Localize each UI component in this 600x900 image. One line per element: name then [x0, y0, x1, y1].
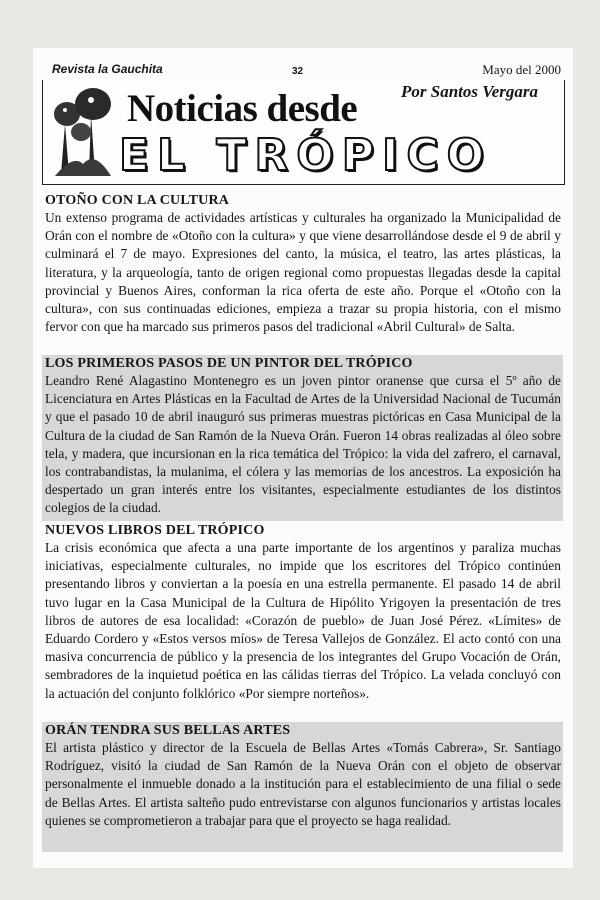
article-heading: LOS PRIMEROS PASOS DE UN PINTOR DEL TRÓPICO [45, 356, 413, 371]
article-body: Leandro René Alagastino Montenegro es un joven pintor oranense que cursa el 5º año de Licenciatura en Artes Plásticas en la Facultad de Artes de la Universidad Nacional de Tucumán y que el pasado 10 de abril inauguró sus primeras muestras pictóricas en Casa Municipal de la Cultura de la ciudad de San Ramón de la Nueva Orán. Fueron 14 obras realizadas al óleo sobre tela, y madera, que incursionan en la rica temática del Trópico: la vida del zafrero, el carnaval, los contrabandistas, la mulanima, el cólera y las memorias de los ancestros. La exposición ha despertado un gran interés entre los visitantes, especialmente estudiantes de los distintos colegios de la ciudad. [45, 373, 561, 516]
column-title-top: Noticias desde [127, 87, 358, 130]
column-title-main: EL TRÓPICO [119, 130, 493, 181]
page-number: 32 [292, 66, 304, 77]
article-libros [42, 522, 563, 703]
column-banner [42, 80, 565, 185]
issue-date: Mayo del 2000 [482, 62, 561, 77]
magazine-name: Revista la Gauchita [52, 62, 163, 76]
article-heading: OTOÑO CON LA CULTURA [45, 193, 230, 208]
article-body: El artista plástico y director de la Escuela de Bellas Artes «Tomás Cabrera», Sr. Santiago Rodríguez, visitó la ciudad de San Ramón de la Nueva Orán con el objeto de observar personalmente el inmueble donado a la institución para el establecimiento de una filial o sede de Bellas Artes. El artista salteño pudo entrevistarse con algunos funcionarios y artistas locales quienes se comprometieron a trabajar para que el proyecto se haga realidad. [45, 740, 561, 828]
article-bellas-artes [42, 722, 563, 852]
tropical-tree-logo-icon [53, 84, 113, 178]
article-heading: NUEVOS LIBROS DEL TRÓPICO [45, 523, 265, 538]
article-body: La crisis económica que afecta a una parte importante de los argentinos y paraliza muchas iniciativas, especialmente culturales, no impide que los escritores del Trópico continúen presentando libros y conviertan a la poesía en una estrella permanente. El pasado 14 de abril tuvo lugar en la Casa Municipal de la Cultura de Hipólito Yrigoyen la presentación de tres libros de autores de esa localidad: «Corazón de pueblo» de Juan José Pérez. «Límites» de Eduardo Cordero y «Estos versos míos» de Teresa Vallejos de González. El acto contó con una masiva concurrencia de público y la presencia de los integrantes del Grupo Vocación de Orán, sembradores de la inquietud poética en las cálidas tierras del Trópico. La velada concluyó con la actuación del conjunto folklórico «Por siempre norteños». [45, 540, 561, 701]
article-body: Un extenso programa de actividades artísticas y culturales ha organizado la Municipalidad de Orán con el nombre de «Otoño con la cultura» y que viene desarrollándose desde el 9 de abril y culminará el 7 de mayo. Expresiones del canto, la música, el teatro, las artes plásticas, la literatura, y la arqueología, tanto de origen regional como propuestas llegadas desde la capital provincial y Buenos Aires, conforman la rica oferta de este año. Porque el «Otoño con la cultura», con sus continuadas ediciones, empieza a trazar su propia historia, con el mismo fervor con que ha marcado sus primeros pasos del tradicional «Abril Cultural» de Salta. [45, 210, 561, 335]
page-header-bar [42, 60, 565, 82]
article-heading: ORÁN TENDRA SUS BELLAS ARTES [45, 723, 291, 738]
article-otono [42, 192, 563, 336]
column-byline: Por Santos Vergara [401, 82, 538, 101]
article-pintor [42, 355, 563, 521]
